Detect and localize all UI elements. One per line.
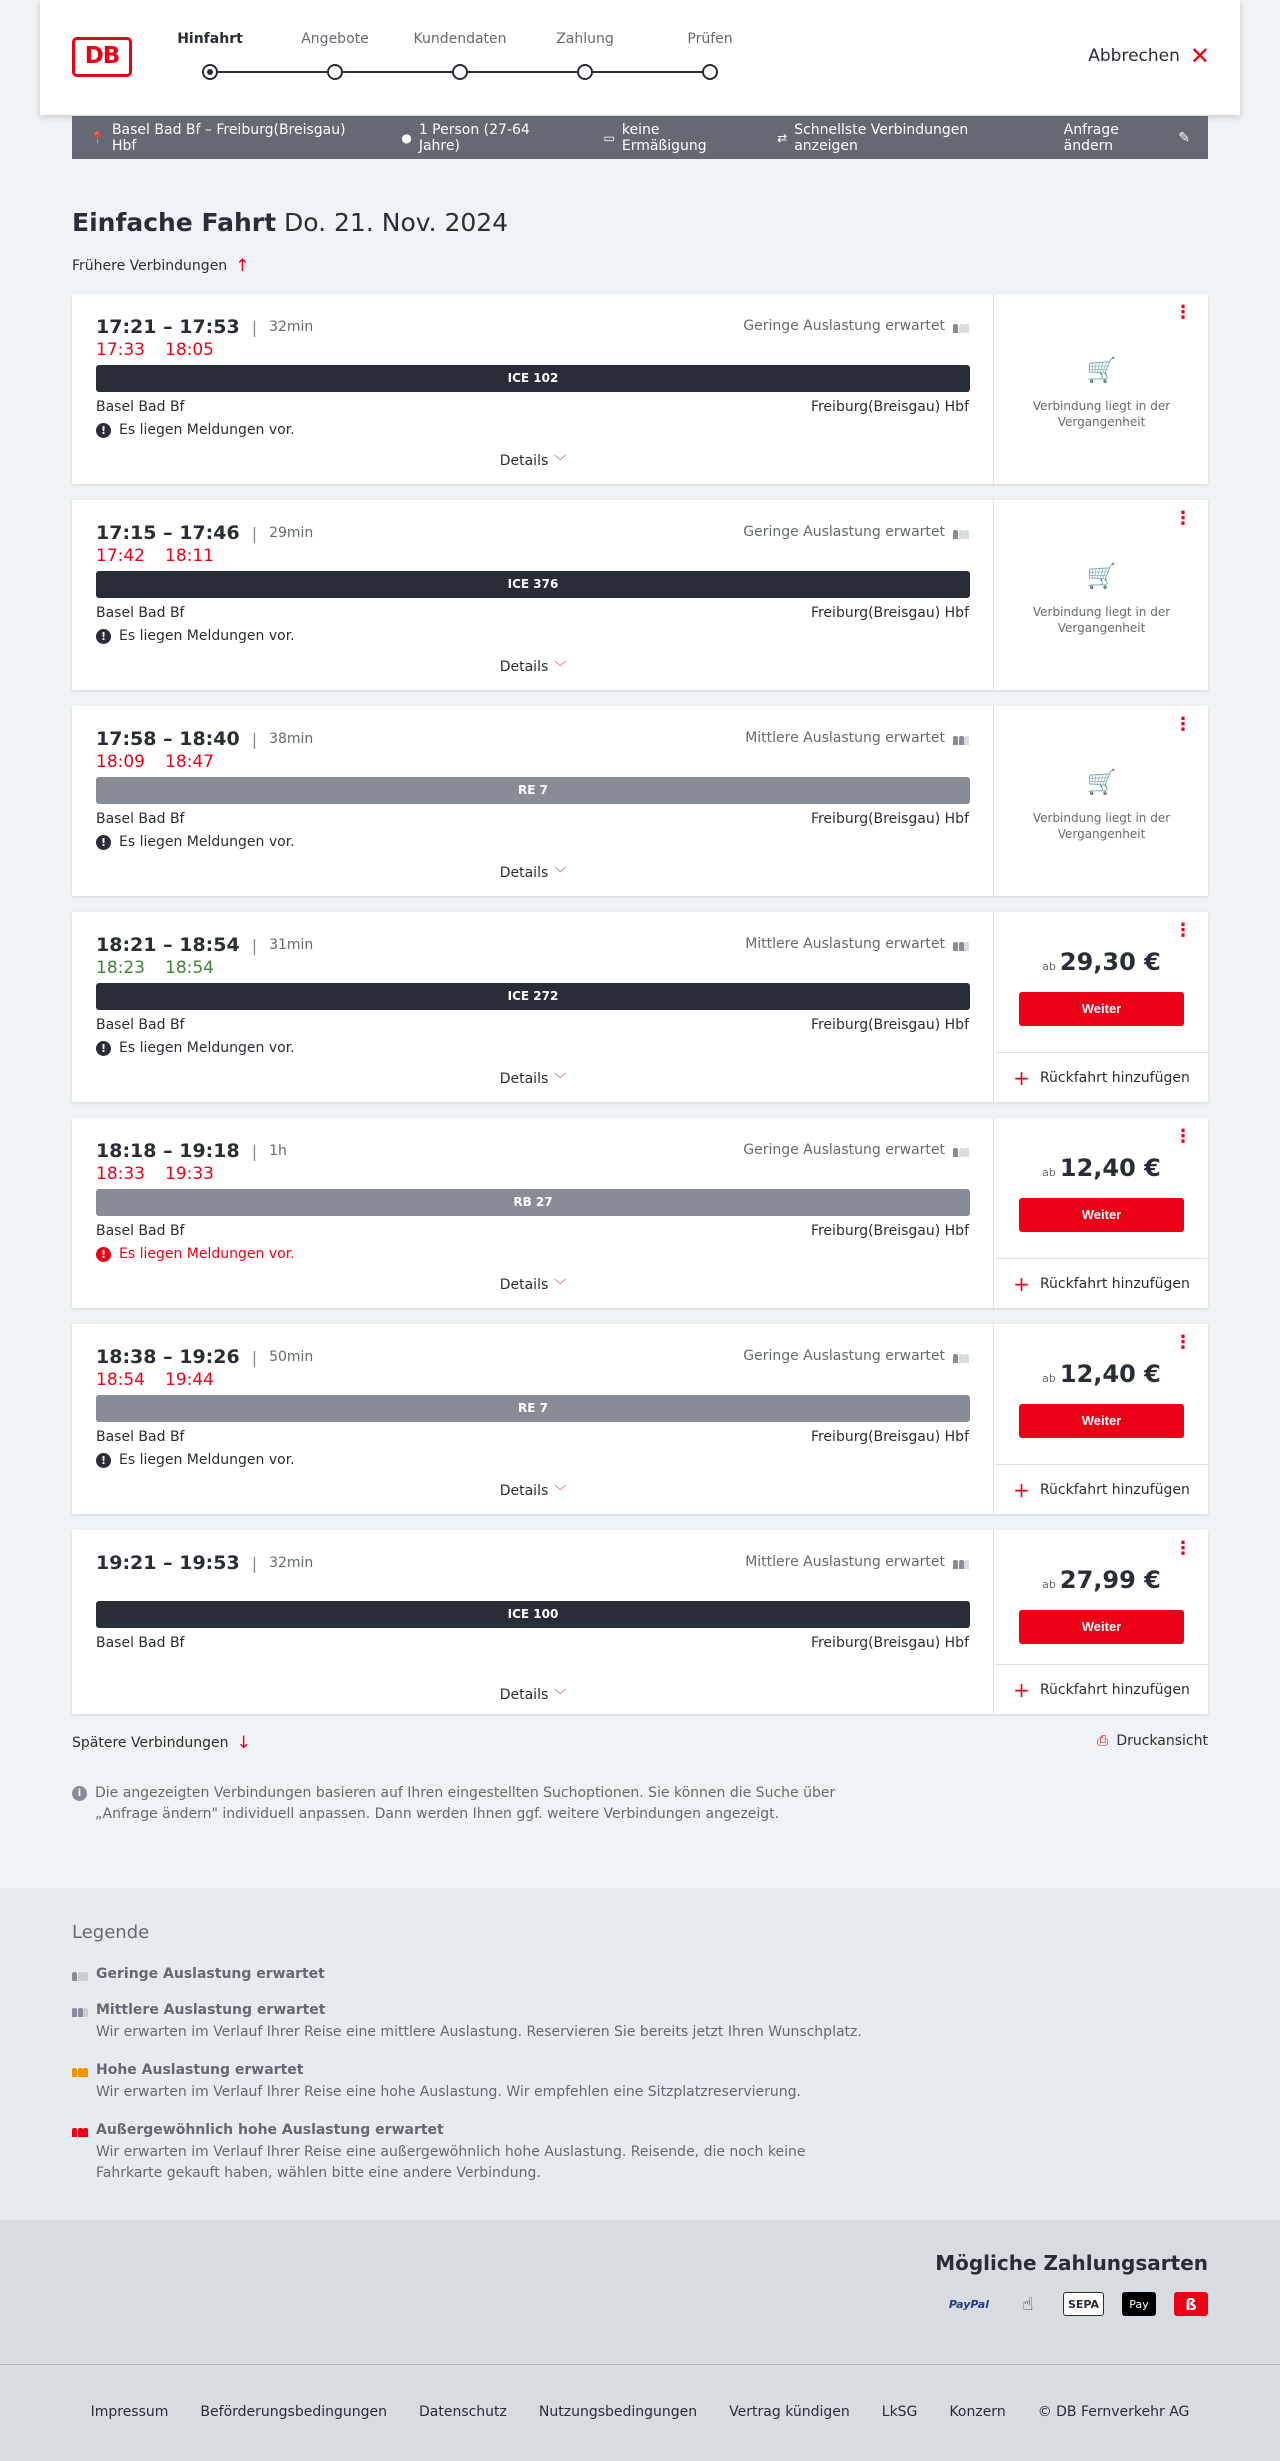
alert-icon: ! xyxy=(96,1041,111,1056)
messages-text: Es liegen Meldungen vor. xyxy=(119,628,295,644)
messages-notice xyxy=(96,422,295,438)
connection-card xyxy=(72,1324,1208,1514)
arrival-time: 19:53 xyxy=(179,1552,240,1574)
details-toggle[interactable] xyxy=(72,658,994,675)
fastest-summary xyxy=(777,122,1034,154)
arrival-time: 17:46 xyxy=(179,522,240,544)
divider: | xyxy=(251,935,258,955)
chevron-down-icon: ﹀ xyxy=(554,1072,567,1086)
occupancy-text: Mittlere Auslastung erwartet xyxy=(745,730,945,746)
occupancy-indicator xyxy=(743,524,969,540)
destination-station: Freiburg(Breisgau) Hbf xyxy=(810,399,969,415)
connection-card xyxy=(72,1118,1208,1308)
legend-title-text: Außergewöhnlich hohe Auslastung erwartet xyxy=(96,2122,444,2138)
info-icon: i xyxy=(72,1786,87,1801)
trip-date: Do. 21. Nov. 2024 xyxy=(284,208,509,237)
occupancy-indicator xyxy=(745,1554,969,1570)
cart-unavailable-icon: 🛒 xyxy=(1086,562,1117,590)
time-dash: – xyxy=(156,934,180,956)
train-bar[interactable]: RE 7 xyxy=(96,777,970,804)
step-4-indicator[interactable] xyxy=(577,64,593,80)
realtime-arrival: 19:44 xyxy=(165,1370,214,1390)
offer-panel xyxy=(995,1324,1208,1514)
connection-card xyxy=(72,706,1208,896)
more-options-icon[interactable]: ⋮ xyxy=(1174,1126,1192,1147)
details-label: Details xyxy=(499,659,549,675)
time-dash: – xyxy=(156,1552,180,1574)
edit-request-label: Anfrage ändern xyxy=(1063,121,1119,154)
payment-methods xyxy=(0,2220,1280,2364)
planned-times xyxy=(96,1346,313,1368)
passenger-text: 1 Person (27-64 Jahre) xyxy=(418,121,530,154)
planned-times xyxy=(96,522,313,544)
footer-link[interactable]: Impressum xyxy=(90,2404,169,2420)
legend-title-text: Hohe Auslastung erwartet xyxy=(96,2062,304,2078)
realtime-departure: 18:23 xyxy=(96,958,145,978)
occupancy-text: Geringe Auslastung erwartet xyxy=(743,318,945,334)
db-card-icon: ß xyxy=(1174,2292,1208,2316)
print-label: Druckansicht xyxy=(1116,1733,1208,1749)
step-2-indicator[interactable] xyxy=(327,64,343,80)
occupancy-icon xyxy=(953,937,969,951)
destination-station: Freiburg(Breisgau) Hbf xyxy=(810,1223,969,1239)
legend-item xyxy=(72,1966,872,1982)
legend-description: Wir erwarten im Verlauf Ihrer Reise eine außergewöhnlich hohe Auslastung. Reisende, die noch keine Fahrkarte gekauft haben, wählen bitte eine andere Verbindung. xyxy=(96,2144,806,2181)
price-value: 12,40 € xyxy=(1059,1154,1161,1182)
add-return-button[interactable] xyxy=(995,1052,1208,1102)
realtime-times xyxy=(96,546,214,566)
add-return-label: Rückfahrt hinzufügen xyxy=(1039,1481,1190,1498)
details-label: Details xyxy=(499,1277,549,1293)
occupancy-icon xyxy=(953,1349,969,1363)
divider: | xyxy=(251,1553,258,1573)
price-value: 29,30 € xyxy=(1059,948,1161,976)
add-return-button[interactable] xyxy=(995,1664,1208,1714)
step-2-label[interactable]: Angebote xyxy=(301,31,369,47)
info-note xyxy=(72,1783,852,1825)
details-toggle[interactable] xyxy=(72,864,994,881)
duration: 50min xyxy=(269,1349,314,1365)
price xyxy=(995,1566,1208,1594)
train-bar[interactable]: ICE 102 xyxy=(96,365,970,392)
discount-card-icon: ▭ xyxy=(603,130,615,145)
occupancy-level-4-icon xyxy=(72,2123,88,2137)
more-options-icon[interactable]: ⋮ xyxy=(1174,1332,1192,1353)
more-options-icon[interactable]: ⋮ xyxy=(1174,302,1192,323)
more-options-icon[interactable]: ⋮ xyxy=(1174,508,1192,529)
plus-icon: + xyxy=(1013,1065,1030,1090)
chevron-down-icon: ﹀ xyxy=(554,1688,567,1702)
origin-station: Basel Bad Bf xyxy=(96,1223,185,1239)
divider: | xyxy=(251,1141,258,1161)
step-3-label[interactable]: Kundendaten xyxy=(413,31,507,47)
occupancy-icon xyxy=(953,1555,969,1569)
past-connection-text: Verbindung liegt in der Vergangenheit xyxy=(1032,811,1171,841)
connection-info xyxy=(72,500,994,690)
swap-arrows-icon: ⇄ xyxy=(777,130,788,145)
continue-button[interactable]: Weiter xyxy=(1019,1610,1184,1644)
connection-card xyxy=(72,294,1208,484)
step-5-label[interactable]: Prüfen xyxy=(687,31,733,47)
connection-card xyxy=(72,1530,1208,1714)
occupancy-text: Mittlere Auslastung erwartet xyxy=(745,936,945,952)
price-prefix: ab xyxy=(1042,1372,1056,1385)
realtime-times xyxy=(96,1164,214,1184)
details-label: Details xyxy=(499,1483,549,1499)
alert-icon: ! xyxy=(96,629,111,644)
alert-icon: ! xyxy=(96,423,111,438)
cart-unavailable-icon: 🛒 xyxy=(1086,356,1117,384)
occupancy-text: Geringe Auslastung erwartet xyxy=(743,1348,945,1364)
origin-station: Basel Bad Bf xyxy=(96,1017,185,1033)
connection-info xyxy=(72,294,994,484)
legend-item xyxy=(72,2002,872,2043)
train-bar[interactable]: ICE 272 xyxy=(96,983,970,1010)
legend-description: Wir erwarten im Verlauf Ihrer Reise eine mittlere Auslastung. Reservieren Sie bereits jetzt Ihren Wunschplatz. xyxy=(96,2024,862,2040)
details-label: Details xyxy=(499,453,549,469)
step-1-indicator[interactable] xyxy=(202,64,218,80)
step-4-label[interactable]: Zahlung xyxy=(556,31,614,47)
close-icon: ✕ xyxy=(1189,42,1210,70)
departure-time: 18:38 xyxy=(96,1346,157,1368)
details-toggle[interactable] xyxy=(72,1686,994,1703)
occupancy-indicator xyxy=(743,318,969,334)
alert-icon: ! xyxy=(96,1247,111,1262)
realtime-arrival: 18:05 xyxy=(165,340,214,360)
footer-link[interactable]: Beförderungsbedingungen xyxy=(200,2404,387,2420)
cart-unavailable-icon: 🛒 xyxy=(1086,768,1117,796)
messages-text: Es liegen Meldungen vor. xyxy=(119,1246,295,1262)
price-prefix: ab xyxy=(1042,1578,1056,1591)
arrival-time: 17:53 xyxy=(179,316,240,338)
divider: | xyxy=(251,523,258,543)
realtime-departure: 18:33 xyxy=(96,1164,145,1184)
plus-icon: + xyxy=(1013,1677,1030,1702)
time-dash: – xyxy=(156,522,180,544)
details-label: Details xyxy=(499,1687,549,1703)
realtime-times xyxy=(96,752,214,772)
details-toggle[interactable] xyxy=(72,452,994,469)
details-label: Details xyxy=(499,1071,549,1087)
destination-station: Freiburg(Breisgau) Hbf xyxy=(810,1429,969,1445)
past-connection-text: Verbindung liegt in der Vergangenheit xyxy=(1032,399,1171,429)
messages-text: Es liegen Meldungen vor. xyxy=(119,1040,295,1056)
occupancy-level-1-icon xyxy=(72,1967,88,1981)
more-options-icon[interactable]: ⋮ xyxy=(1174,920,1192,941)
occupancy-icon xyxy=(953,525,969,539)
occupancy-indicator xyxy=(745,730,969,746)
location-pin-icon: 📍 xyxy=(90,130,105,145)
planned-times xyxy=(96,1552,313,1574)
chevron-down-icon: ﹀ xyxy=(554,660,567,674)
print-view-link[interactable] xyxy=(1097,1733,1208,1749)
add-return-label: Rückfahrt hinzufügen xyxy=(1039,1069,1190,1086)
messages-notice xyxy=(96,1040,295,1056)
realtime-departure: 18:54 xyxy=(96,1370,145,1390)
details-toggle[interactable] xyxy=(72,1276,994,1293)
arrival-time: 19:26 xyxy=(179,1346,240,1368)
pencil-icon: ✎ xyxy=(1178,129,1190,146)
chevron-down-icon: ﹀ xyxy=(554,1278,567,1292)
plus-icon: + xyxy=(1013,1477,1030,1502)
realtime-times xyxy=(96,1370,214,1390)
occupancy-text: Geringe Auslastung erwartet xyxy=(743,1142,945,1158)
step-5-indicator[interactable] xyxy=(702,64,718,80)
origin-station: Basel Bad Bf xyxy=(96,1429,185,1445)
origin-station: Basel Bad Bf xyxy=(96,399,185,415)
search-summary-bar xyxy=(72,116,1208,159)
connection-info xyxy=(72,1118,994,1308)
footer-link: © DB Fernverkehr AG xyxy=(1037,2404,1190,2420)
legend-item-title xyxy=(72,2002,872,2018)
footer xyxy=(0,2364,1280,2461)
price xyxy=(995,1360,1208,1388)
footer-link[interactable]: Vertrag kündigen xyxy=(729,2404,850,2420)
discount-text: keine Ermäßigung xyxy=(621,121,707,154)
planned-times xyxy=(96,1140,287,1162)
footer-link[interactable]: LkSG xyxy=(881,2404,918,2420)
duration: 1h xyxy=(269,1143,287,1159)
messages-text: Es liegen Meldungen vor. xyxy=(119,834,295,850)
more-options-icon[interactable]: ⋮ xyxy=(1174,714,1192,735)
later-connections-link[interactable] xyxy=(72,1733,251,1753)
connection-info xyxy=(72,912,994,1102)
duration: 38min xyxy=(269,731,314,747)
plus-icon: + xyxy=(1013,1271,1030,1296)
passenger-summary xyxy=(401,122,573,154)
apple-pay-icon: Pay xyxy=(1122,2292,1156,2316)
offer-panel xyxy=(995,1118,1208,1308)
chevron-down-icon: ﹀ xyxy=(554,454,567,468)
step-3-indicator[interactable] xyxy=(452,64,468,80)
realtime-arrival: 18:54 xyxy=(165,958,214,978)
train-bar[interactable]: RE 7 xyxy=(96,1395,970,1422)
departure-time: 19:21 xyxy=(96,1552,157,1574)
occupancy-icon xyxy=(953,1143,969,1157)
details-toggle[interactable] xyxy=(72,1070,994,1087)
departure-time: 17:58 xyxy=(96,728,157,750)
planned-times xyxy=(96,728,313,750)
offer-panel xyxy=(995,706,1208,896)
legend-description: Wir erwarten im Verlauf Ihrer Reise eine hohe Auslastung. Wir empfehlen eine Sitzplatzreservierung. xyxy=(96,2084,801,2100)
details-label: Details xyxy=(499,865,549,881)
duration: 32min xyxy=(269,1555,314,1571)
time-dash: – xyxy=(156,1140,180,1162)
divider: | xyxy=(251,1347,258,1367)
add-return-label: Rückfahrt hinzufügen xyxy=(1039,1681,1190,1698)
arrival-time: 18:40 xyxy=(179,728,240,750)
realtime-times xyxy=(96,958,214,978)
occupancy-text: Mittlere Auslastung erwartet xyxy=(745,1554,945,1570)
origin-station: Basel Bad Bf xyxy=(96,605,185,621)
divider: | xyxy=(251,317,258,337)
occupancy-level-3-icon xyxy=(72,2063,88,2077)
connection-info xyxy=(72,1324,994,1514)
add-return-label: Rückfahrt hinzufügen xyxy=(1039,1275,1190,1292)
duration: 29min xyxy=(269,525,314,541)
footer-link[interactable]: Nutzungsbedingungen xyxy=(538,2404,698,2420)
arrow-down-icon: ↓ xyxy=(236,1733,251,1753)
legend-item-title xyxy=(72,2062,872,2078)
realtime-departure: 18:09 xyxy=(96,752,145,772)
occupancy-indicator xyxy=(745,936,969,952)
db-logo[interactable]: DB xyxy=(72,37,132,77)
messages-text: Es liegen Meldungen vor. xyxy=(119,1452,295,1468)
legend-title-text: Mittlere Auslastung erwartet xyxy=(96,2002,326,2018)
edit-request-button[interactable] xyxy=(1064,122,1190,154)
occupancy-text: Geringe Auslastung erwartet xyxy=(743,524,945,540)
divider: | xyxy=(251,729,258,749)
info-text: Die angezeigten Verbindungen basieren auf Ihren eingestellten Suchoptionen. Sie können die Suche über „Anfrage ändern" individuell anpassen. Dann werden Ihnen ggf. weitere Verbindungen angezeigt. xyxy=(95,1785,836,1822)
planned-times xyxy=(96,316,313,338)
occupancy-level-2-icon xyxy=(72,2003,88,2017)
continue-button[interactable]: Weiter xyxy=(1019,1198,1184,1232)
realtime-departure: 17:33 xyxy=(96,340,145,360)
person-icon: ● xyxy=(401,130,412,145)
origin-station: Basel Bad Bf xyxy=(96,811,185,827)
legend xyxy=(0,1888,1280,2220)
step-1-label[interactable]: Hinfahrt xyxy=(177,31,243,47)
train-bar[interactable]: ICE 376 xyxy=(96,571,970,598)
add-return-button[interactable] xyxy=(995,1464,1208,1514)
price-value: 12,40 € xyxy=(1059,1360,1161,1388)
price xyxy=(995,1154,1208,1182)
price-value: 27,99 € xyxy=(1059,1566,1161,1594)
departure-time: 17:15 xyxy=(96,522,157,544)
earlier-label: Frühere Verbindungen xyxy=(72,258,228,274)
destination-station: Freiburg(Breisgau) Hbf xyxy=(810,811,969,827)
more-options-icon[interactable]: ⋮ xyxy=(1174,1538,1192,1559)
price-prefix: ab xyxy=(1042,960,1056,973)
earlier-connections-link[interactable] xyxy=(72,256,249,276)
chevron-down-icon: ﹀ xyxy=(554,866,567,880)
time-dash: – xyxy=(156,316,180,338)
alert-icon: ! xyxy=(96,1453,111,1468)
legend-title-text: Geringe Auslastung erwartet xyxy=(96,1966,325,1982)
contactless-card-icon: ☝ xyxy=(1022,2293,1034,2315)
realtime-arrival: 18:47 xyxy=(165,752,214,772)
cancel-button[interactable] xyxy=(1088,42,1210,70)
connection-info xyxy=(72,706,994,896)
past-connection-text: Verbindung liegt in der Vergangenheit xyxy=(1032,605,1171,635)
duration: 31min xyxy=(269,937,314,953)
offer-panel xyxy=(995,294,1208,484)
connection-card xyxy=(72,912,1208,1102)
add-return-button[interactable] xyxy=(995,1258,1208,1308)
destination-station: Freiburg(Breisgau) Hbf xyxy=(810,605,969,621)
route-summary xyxy=(90,122,371,154)
details-toggle[interactable] xyxy=(72,1482,994,1499)
route-text: Basel Bad Bf – Freiburg(Breisgau) Hbf xyxy=(111,121,346,154)
realtime-arrival: 18:11 xyxy=(165,546,214,566)
realtime-times xyxy=(96,340,214,360)
destination-station: Freiburg(Breisgau) Hbf xyxy=(810,1635,969,1651)
page-title xyxy=(72,208,508,237)
train-bar[interactable]: ICE 100 xyxy=(96,1601,970,1628)
price xyxy=(995,948,1208,976)
footer-link[interactable]: Datenschutz xyxy=(418,2404,507,2420)
connection-info xyxy=(72,1530,994,1714)
continue-button[interactable]: Weiter xyxy=(1019,1404,1184,1438)
arrival-time: 19:18 xyxy=(179,1140,240,1162)
destination-station: Freiburg(Breisgau) Hbf xyxy=(810,1017,969,1033)
paypal-icon: PayPal xyxy=(948,2297,989,2311)
connection-card xyxy=(72,500,1208,690)
discount-summary xyxy=(604,122,748,154)
messages-notice xyxy=(96,834,295,850)
realtime-departure: 17:42 xyxy=(96,546,145,566)
offer-panel xyxy=(995,1530,1208,1714)
arrival-time: 18:54 xyxy=(179,934,240,956)
header xyxy=(40,0,1240,115)
fastest-text: Schnellste Verbindungen anzeigen xyxy=(794,121,969,154)
payment-title: Mögliche Zahlungsarten xyxy=(935,2251,1208,2275)
planned-times xyxy=(96,934,313,956)
offer-panel xyxy=(995,500,1208,690)
occupancy-indicator xyxy=(743,1348,969,1364)
sepa-icon: SEPA xyxy=(1063,2292,1104,2316)
arrow-up-icon: ↑ xyxy=(235,256,250,276)
cancel-label: Abbrechen xyxy=(1088,46,1180,66)
occupancy-icon xyxy=(953,319,969,333)
legend-item xyxy=(72,2062,872,2103)
trip-type: Einfache Fahrt xyxy=(72,208,277,237)
later-label: Spätere Verbindungen xyxy=(72,1735,229,1751)
messages-notice xyxy=(96,628,295,644)
time-dash: – xyxy=(156,728,180,750)
continue-button[interactable]: Weiter xyxy=(1019,992,1184,1026)
legend-item xyxy=(72,2122,872,2184)
occupancy-icon xyxy=(953,731,969,745)
departure-time: 18:21 xyxy=(96,934,157,956)
price-prefix: ab xyxy=(1042,1166,1056,1179)
train-bar[interactable]: RB 27 xyxy=(96,1189,970,1216)
messages-notice xyxy=(96,1246,295,1262)
offer-panel xyxy=(995,912,1208,1102)
realtime-arrival: 19:33 xyxy=(165,1164,214,1184)
occupancy-indicator xyxy=(743,1142,969,1158)
print-icon: ⎙ xyxy=(1097,1733,1109,1749)
departure-time: 18:18 xyxy=(96,1140,157,1162)
departure-time: 17:21 xyxy=(96,316,157,338)
chevron-down-icon: ﹀ xyxy=(554,1484,567,1498)
messages-notice xyxy=(96,1452,295,1468)
messages-text: Es liegen Meldungen vor. xyxy=(119,422,295,438)
duration: 32min xyxy=(269,319,314,335)
alert-icon: ! xyxy=(96,835,111,850)
legend-title: Legende xyxy=(72,1922,150,1943)
time-dash: – xyxy=(156,1346,180,1368)
legend-item-title xyxy=(72,1966,872,1982)
origin-station: Basel Bad Bf xyxy=(96,1635,185,1651)
legend-item-title xyxy=(72,2122,872,2138)
footer-link[interactable]: Konzern xyxy=(949,2404,1006,2420)
